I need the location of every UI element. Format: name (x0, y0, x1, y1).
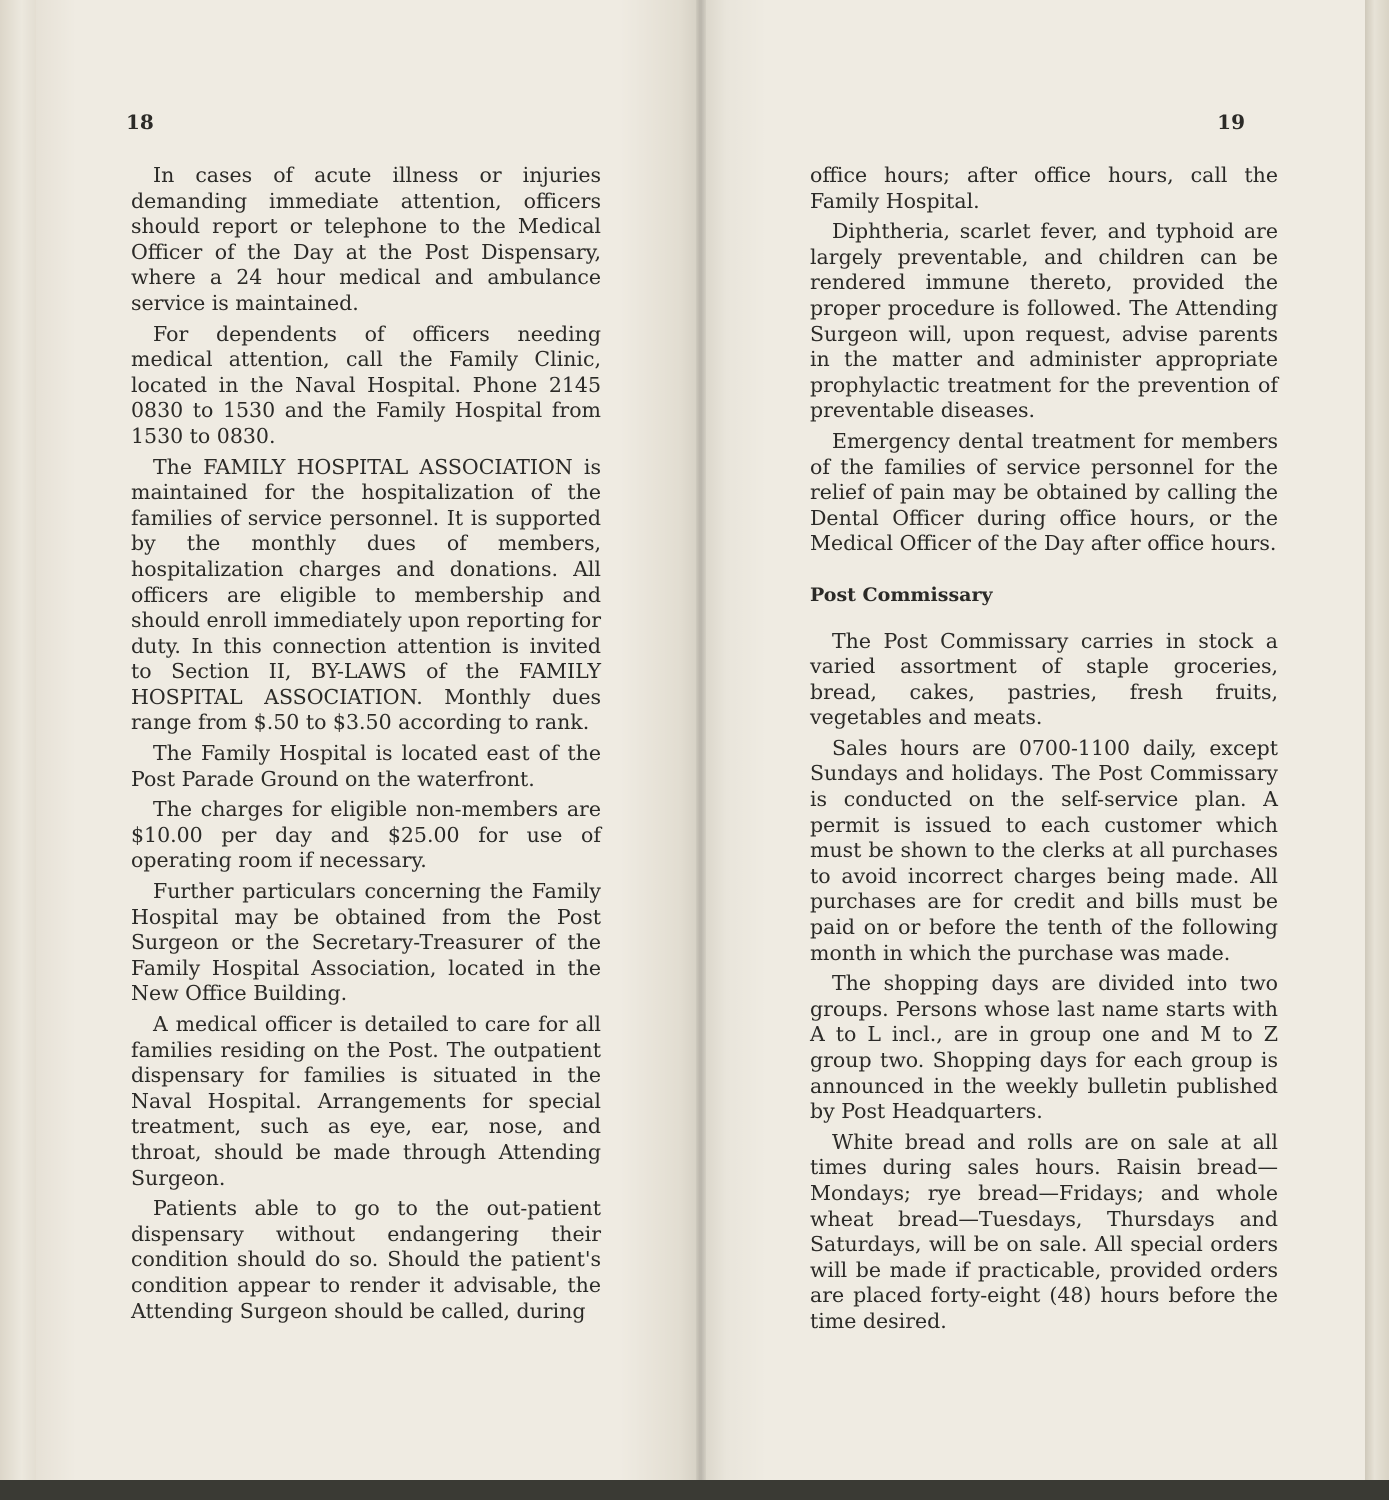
paragraph: The charges for eligible non-members are $10.00 per day and $25.00 for use of operating room if necessary. (131, 797, 601, 873)
paragraph: The FAMILY HOSPITAL ASSOCIATION is maintained for the hospitalization of the families of service personnel. It is supported by the monthly dues of members, hospitalization charges and donations. All officers are eligible to membership and should enroll immediately upon reporting for duty. In this connection attention is invited to Section II, BY-LAWS of the FAMILY HOSPITAL ASSOCIATION. Monthly dues range from $.50 to $3.50 according to rank. (131, 454, 602, 735)
left-page (36, 0, 700, 1480)
paragraph: Sales hours are 0700-1100 daily, except Sundays and holidays. The Post Commissary is conducted on the self-service plan. A permit is issued to each customer which must be shown to the clerks at all purchases to avoid incorrect charges being made. All purchases are for credit and bills must be paid on or before the tenth of the following month in which the purchase was made. (810, 735, 1278, 965)
paragraph: office hours; after office hours, call the Family Hospital. (810, 163, 1278, 213)
paragraph: White bread and rolls are on sale at all times during sales hours. Raisin bread—Mondays; rye bread—Fridays; and whole wheat bread—Tuesdays, Thursdays and Saturdays, will be on sale. All special orders will be made if practicable, provided orders are placed forty-eight (48) hours before the time desired. (810, 1129, 1278, 1333)
right-page-text (810, 163, 1278, 1340)
paragraph: Emergency dental treatment for members of the families of service personnel for the relief of pain may be obtained by calling the Dental Officer during office hours, or the Medical Officer of the Day after office hours. (810, 428, 1278, 556)
paragraph: Patients able to go to the out-patient dispensary without endangering their condition should do so. Should the patient's condition appear to render it advisable, the Attending Surgeon should be called, during (131, 1196, 601, 1323)
page-number-left: 18 (126, 110, 154, 134)
paragraph: Further particulars concerning the Family Hospital may be obtained from the Post Surgeon or the Secretary-Treasurer of the Family Hospital Association, located in the New Office Building. (131, 879, 601, 1006)
paragraph: Diphtheria, scarlet fever, and typhoid are largely preventable, and children can be rendered immune thereto, provided the proper procedure is followed. The Attending Surgeon will, upon request, advise parents in the matter and administer appropriate prophylactic treatment for the prevention of preventable diseases. (810, 219, 1278, 423)
page-number-right: 19 (1217, 110, 1245, 134)
paragraph: A medical officer is detailed to care for all families residing on the Post. The outpatient dispensary for families is situated in the Naval Hospital. Arrangements for special treatment, such as eye, ear, nose, and throat, should be made through Attending Surgeon. (131, 1012, 601, 1190)
scan-background (0, 1480, 1389, 1500)
right-page-edge (1365, 0, 1389, 1500)
left-page-text (131, 163, 601, 1329)
paragraph: The shopping days are divided into two groups. Persons whose last name starts with A to L incl., are in group one and M to Z group two. Shopping days for each group is announced in the weekly bulletin published by Post Headquarters. (810, 971, 1278, 1124)
left-cover-edge (0, 0, 36, 1500)
section-title: Post Commissary (810, 583, 993, 606)
book-gutter (696, 0, 706, 1480)
paragraph: The Post Commissary carries in stock a varied assortment of staple groceries, bread, cakes, pastries, fresh fruits, vegetables and meats. (810, 628, 1278, 730)
paragraph: The Family Hospital is located east of the Post Parade Ground on the waterfront. (131, 741, 601, 791)
paragraph: For dependents of officers needing medical attention, call the Family Clinic, located in the Naval Hospital. Phone 2145 0830 to 1530 and the Family Hospital from 1530 to 0830. (131, 321, 601, 448)
right-page (700, 0, 1365, 1480)
paragraph: In cases of acute illness or injuries demanding immediate attention, officers should report or telephone to the Medical Officer of the Day at the Post Dispensary, where a 24 hour medical and ambulance service is maintained. (131, 163, 601, 315)
